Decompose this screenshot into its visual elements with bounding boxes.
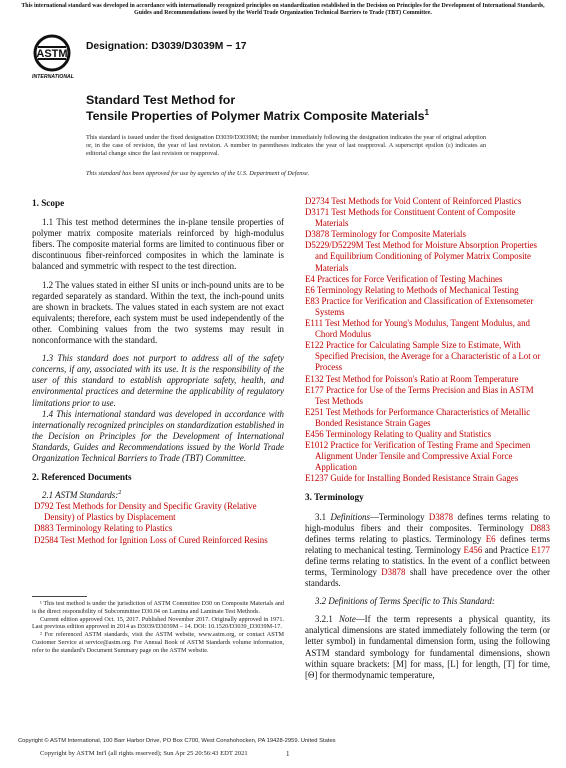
scope-1-4: 1.4 This international standard was developed in accordance with internationally recognized principles on standardization established in the Decision on Principles for the Development of International Standards, Guides and Recommendations issued by the World Trade Organization Technical Barriers to Trade (TBT) Committee. — [32, 408, 284, 463]
reference-item — [34, 535, 284, 546]
reference-item — [34, 523, 284, 534]
reference-code-link[interactable]: E111 — [305, 318, 324, 329]
footnote-rule — [32, 596, 87, 597]
reference-title-link[interactable]: Test Method for Ignition Loss of Cured Reinforced Resins — [60, 534, 268, 545]
reference-title-link[interactable]: Terminology Relating to Methods of Mechanical Testing — [316, 284, 519, 295]
reference-code-link[interactable]: E6 — [305, 284, 315, 295]
reference-title-link[interactable]: Test Method for Poisson's Ratio at Room Temperature — [325, 373, 519, 384]
reference-item — [305, 229, 550, 240]
reference-code-link[interactable]: E4 — [305, 273, 315, 284]
reference-title-link[interactable]: Guide for Installing Bonded Resistance Strain Gages — [330, 473, 519, 484]
reference-item — [305, 296, 550, 318]
reference-code-link[interactable]: E1012 — [305, 440, 329, 451]
dod-approval-note: This standard has been approved for use by agencies of the U.S. Department of Defense. — [86, 170, 310, 177]
reference-code-link[interactable]: D2734 — [305, 196, 330, 206]
references-heading: 2. Referenced Documents — [32, 472, 132, 483]
reference-item — [305, 440, 550, 473]
reference-code-link[interactable]: D883 — [34, 523, 54, 534]
reference-title-link[interactable]: Practice for Verification of Testing Frame and Specimen Alignment Under Tensile and Compressive Axial Force Application — [315, 440, 531, 473]
reference-code-link[interactable]: E122 — [305, 340, 324, 351]
astm-logo-icon — [32, 33, 72, 77]
reference-title-link[interactable]: Test Methods for Density and Specific Gravity (Relative Density) of Plastics by Displacement — [44, 501, 257, 523]
reference-code-link[interactable]: E132 — [305, 373, 324, 384]
reference-item — [305, 407, 550, 429]
ref-link-d3878-2[interactable]: D3878 — [381, 567, 406, 577]
reference-title-link[interactable]: Practices for Force Verification of Testing Machines — [317, 273, 503, 284]
title-footnote-mark: 1 — [424, 108, 429, 117]
reference-code-link[interactable]: E177 — [305, 384, 324, 395]
logo-caption: INTERNATIONAL — [32, 74, 74, 80]
designation: Designation: D3039/D3039M − 17 — [86, 41, 247, 52]
reference-item — [305, 196, 550, 207]
scope-1-1: 1.1 This test method determines the in-plane tensile properties of polymer matrix composite materials reinforced by high-modulus fibers. The composite material forms are limited to continuous fiber or discontinuous fiber-reinforced composites in which the laminate is balanced and symmetric with respect to the test direction. — [32, 217, 284, 272]
ref-link-e177[interactable]: E177 — [531, 544, 550, 555]
left-column — [32, 198, 284, 546]
reference-code-link[interactable]: E251 — [305, 406, 324, 417]
title-line-2: Tensile Properties of Polymer Matrix Composite Materials$^1$ — [86, 108, 429, 124]
reference-title-link[interactable]: Test Method for Young's Modulus, Tangent Modulus, and Chord Modulus — [315, 318, 530, 340]
right-column — [305, 196, 550, 681]
terminology-3-2: 3.2 Definitions of Terms Specific to This Standard: — [315, 596, 495, 607]
svg-text:ASTM: ASTM — [36, 48, 68, 60]
issuance-note: This standard is issued under the fixed designation D3039/D3039M; the number immediately following the designation indicates the year of original adoption or, in the case of revision, the year of last revision. A number in parentheses indicates the year of last reapproval. A superscript epsilon (ε) indicates an editorial change since the last revision or reapproval. — [86, 134, 486, 158]
footnote-1: ¹ This test method is under the jurisdiction of ASTM Committee D30 on Composite Materials and is the direct responsibility of Subcommittee D30.04 on Lamina and Laminate Test Methods. — [32, 600, 284, 615]
reference-item — [305, 385, 550, 407]
title-line-1: Standard Test Method for — [86, 93, 236, 107]
ref-link-e456[interactable]: E456 — [463, 544, 483, 555]
reference-item — [305, 374, 550, 385]
reference-title-link[interactable]: Terminology Relating to Plastics — [55, 523, 173, 534]
reference-title-link[interactable]: Terminology for Composite Materials — [331, 229, 466, 240]
astm-standards-subhead: 2.1 ASTM Standards:$^2$ — [42, 490, 122, 501]
reference-item — [305, 318, 550, 340]
references-list-left — [32, 501, 284, 545]
ref-link-d883[interactable]: D883 — [530, 522, 550, 533]
reference-item — [305, 207, 550, 229]
reference-item — [305, 473, 550, 484]
reference-item — [34, 501, 284, 523]
reference-code-link[interactable]: D2584 — [34, 534, 59, 545]
reference-item — [305, 340, 550, 373]
ref-link-d3878[interactable]: D3878 — [428, 511, 454, 522]
ref-link-e6[interactable]: E6 — [485, 533, 496, 544]
references-list-right — [305, 196, 550, 484]
reference-code-link[interactable]: D3878 — [305, 229, 330, 240]
scope-1-3: 1.3 This standard does not purport to address all of the safety concerns, if any, associated with its use. It is the responsibility of the user of this standard to establish appropriate safety, health, and environmental practices and determine the applicability of regulatory limitations prior to use. — [32, 353, 284, 408]
reference-code-link[interactable]: E1237 — [305, 473, 329, 484]
reference-title-link[interactable]: Test Method for Moisture Absorption Properties and Equilibrium Conditioning of Polymer Matrix Composite Materials — [315, 240, 537, 273]
copyright-line: Copyright © ASTM International, 100 Barr Harbor Drive, PO Box C700, West Conshohocken, PA 19428-2959. United States — [18, 738, 336, 744]
reference-item — [305, 285, 550, 296]
footnote-1b: Current edition approved Oct. 15, 2017. Published November 2017. Originally approved in 1971. Last previous edition approved in 2014 as D3039/D3039M – 14. DOI: 10.1520/D3039_D3039M-17. — [32, 615, 284, 631]
footnote-2: ² For referenced ASTM standards, visit the ASTM website, www.astm.org, or contact ASTM Customer Service at service@astm.org. For Annual Book of ASTM Standards volume information, refer to the standard's Document Summary page on the ASTM website. — [32, 631, 284, 654]
terminology-3-2-1: 3.2.1 Note—If the term represents a physical quantity, its analytical dimensions are stated immediately following the term (or letter symbol) in fundamental dimension form, using the following ASTM standard symbology for fundamental dimensions, shown within square brackets: [M] for mass, [L] for length, [T] for time, [Θ] for thermodynamic temperature, — [305, 614, 550, 680]
reference-title-link[interactable]: Terminology Relating to Quality and Statistics — [325, 428, 492, 439]
reference-item — [305, 429, 550, 440]
reference-item — [305, 274, 550, 285]
reference-code-link[interactable]: E456 — [305, 428, 324, 439]
reference-item — [305, 240, 550, 273]
reference-code-link[interactable]: D792 — [34, 501, 54, 512]
reference-title-link[interactable]: Test Methods for Void Content of Reinforced Plastics — [331, 196, 522, 206]
reference-title-link[interactable]: Practice for Verification and Classification of Extensometer Systems — [315, 295, 534, 317]
reference-code-link[interactable]: D5229/D5229M — [305, 240, 364, 251]
reference-code-link[interactable]: E83 — [305, 295, 320, 306]
license-line: Copyright by ASTM Int'l (all rights reserved); Sun Apr 25 20:56:43 EDT 2021 — [40, 750, 248, 757]
reference-code-link[interactable]: D3171 — [305, 207, 330, 218]
terminology-heading: 3. Terminology — [305, 492, 364, 503]
scope-heading: 1. Scope — [32, 198, 65, 208]
terminology-3-1: 3.1 Definitions—Terminology D3878 defines terms relating to high-modulus fibers and their composites. Terminology D883 defines terms relating to plastics. Terminology E6 defines terms relating to mechanical testing. Terminology E456 and Practice E177 define terms relating to statistics. In the event of a conflict between terms, Terminology D3878 shall have precedence over the other standards. — [305, 511, 551, 589]
reference-title-link[interactable]: Practice for Calculating Sample Size to Estimate, With Specified Precision, the Average for a Characteristic of a Lot or Process — [315, 340, 541, 373]
reference-title-link[interactable]: Practice for Use of the Terms Precision and Bias in ASTM Test Methods — [315, 384, 534, 406]
page-number: 1 — [286, 750, 290, 758]
tbt-notice: This international standard was developed in accordance with internationally recognized principles on standardization established in the Decision on Principles for the Development of International Standards, Guides and Recommendations issued by the World Trade Organization Technical Barriers to Trade (TBT) Committee. — [21, 3, 545, 17]
reference-title-link[interactable]: Test Methods for Performance Characteristics of Metallic Bonded Resistance Strain Gages — [315, 406, 531, 428]
footnotes — [32, 600, 284, 655]
reference-title-link[interactable]: Test Methods for Constituent Content of Composite Materials — [315, 207, 516, 229]
scope-1-2: 1.2 The values stated in either SI units or inch-pound units are to be regarded separately as standard. Within the text, the inch-pound units are shown in brackets. The values stated in each system are not exact equivalents; therefore, each system must be used independently of the other. Combining values from the two systems may result in nonconformance with the standard. — [32, 279, 284, 346]
